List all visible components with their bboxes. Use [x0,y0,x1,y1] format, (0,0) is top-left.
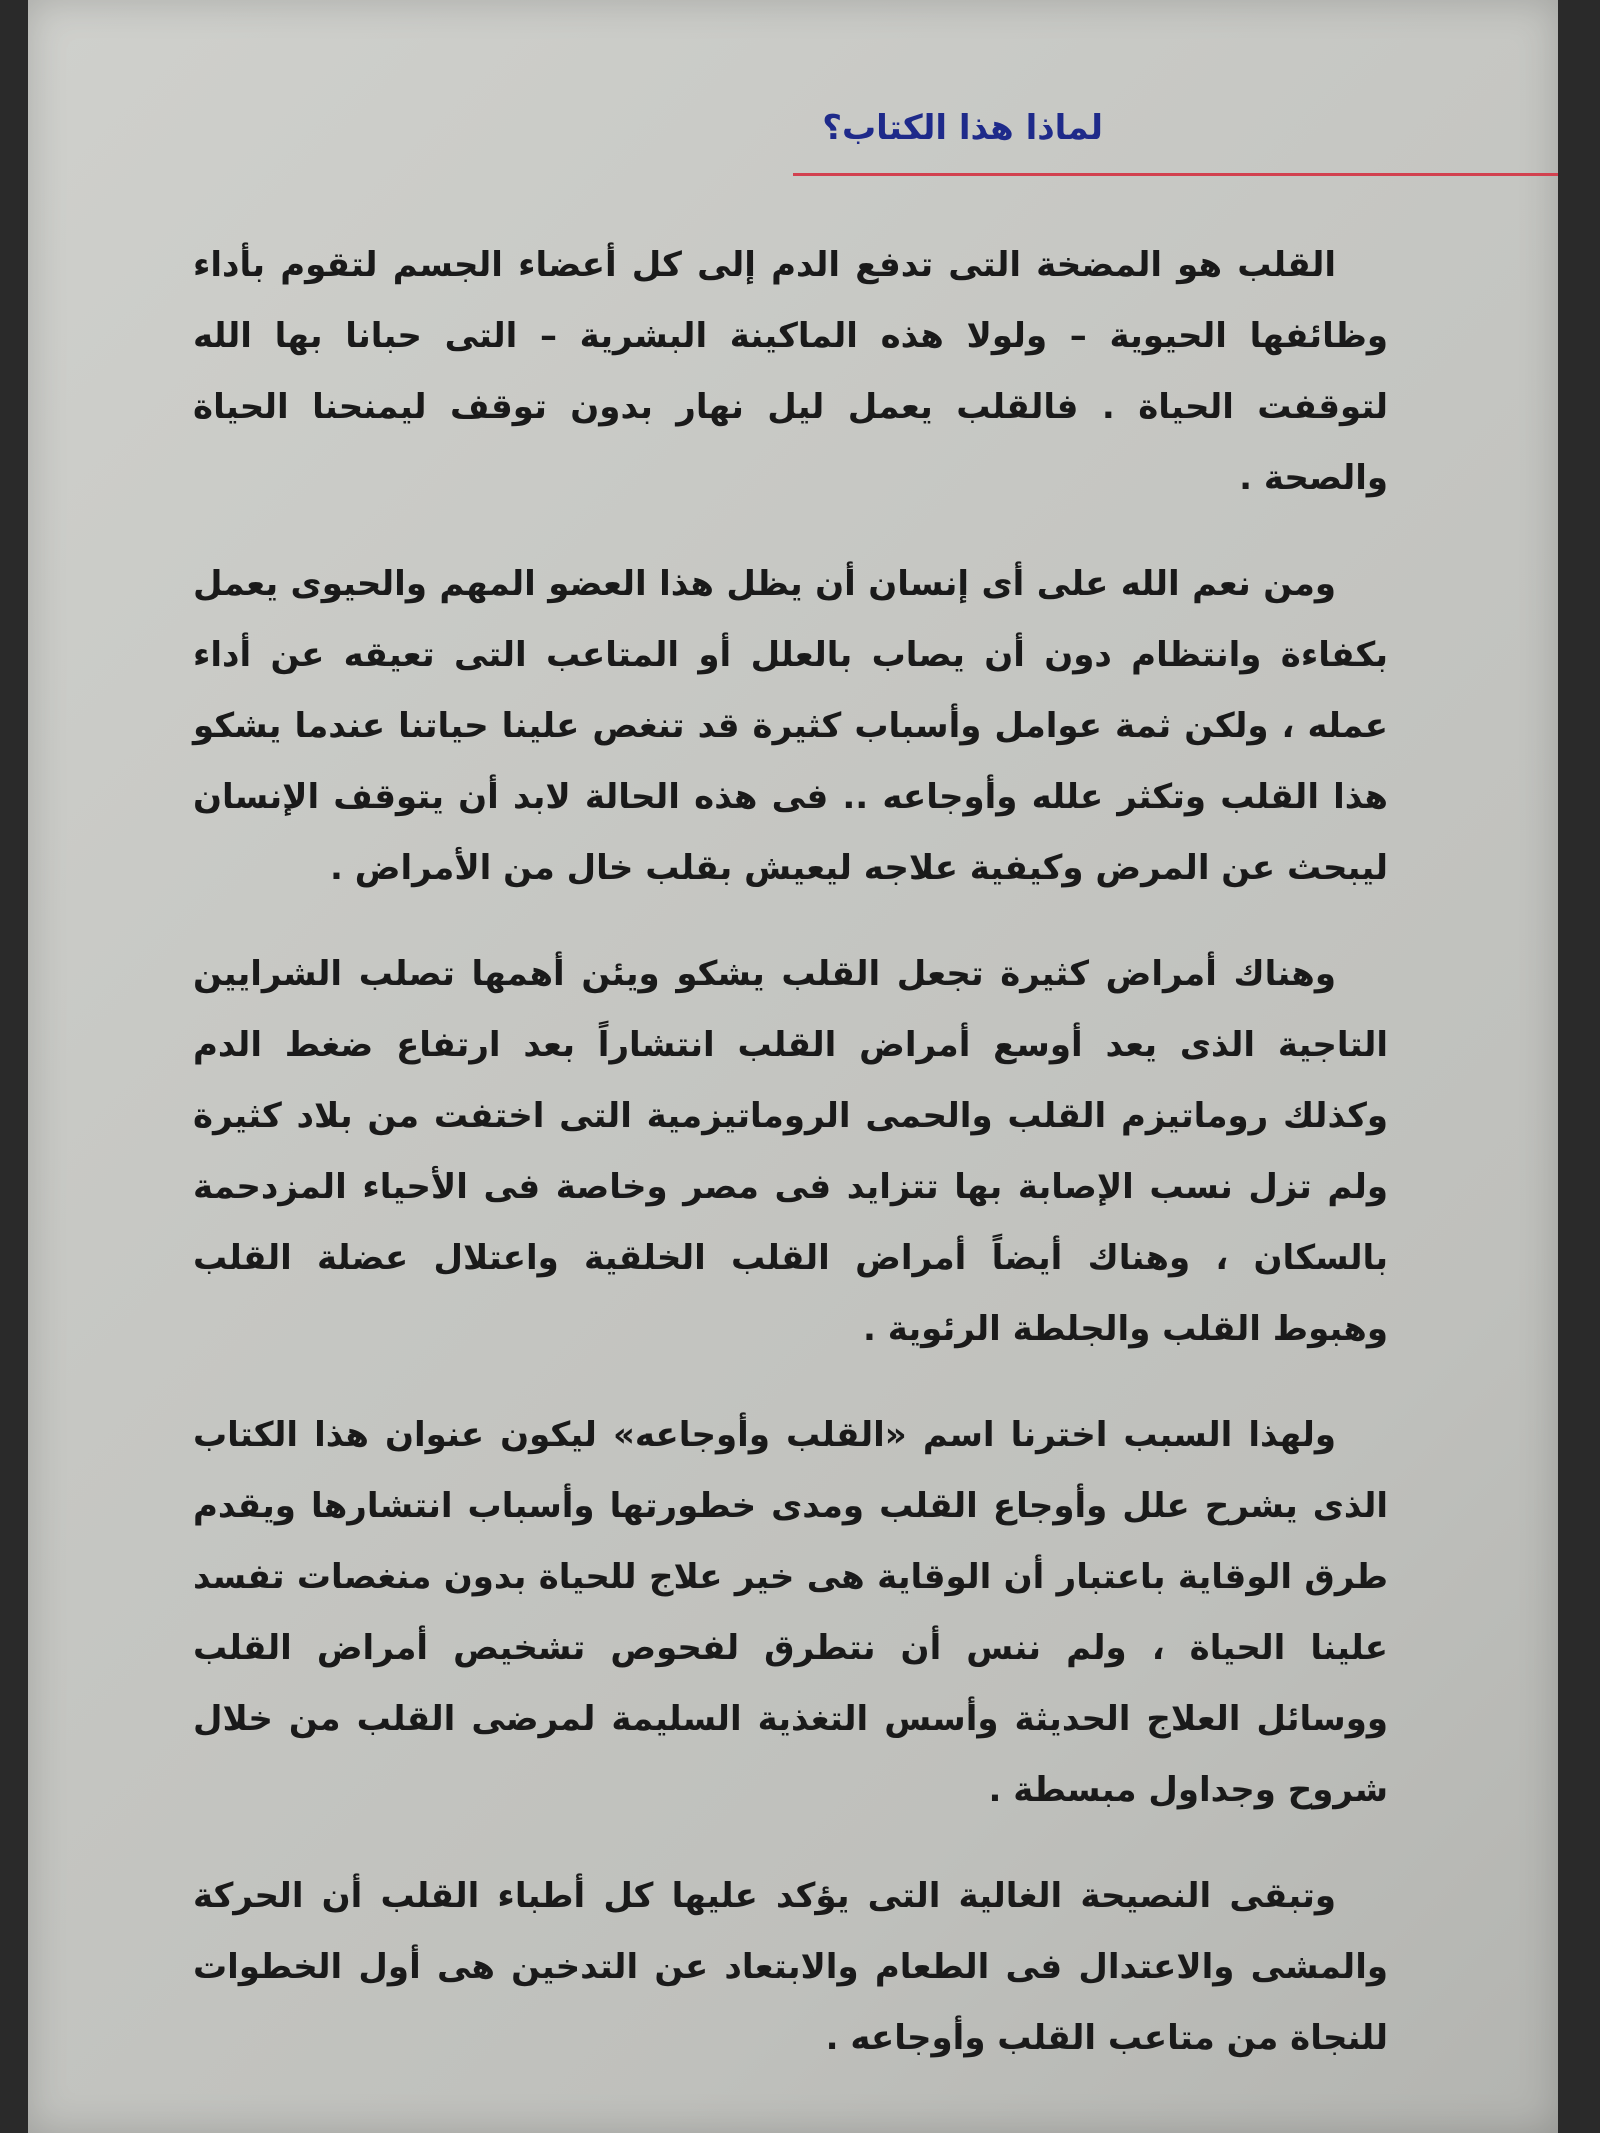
heading-underline [793,173,1558,176]
page-heading: لماذا هذا الكتاب؟ [822,108,1103,148]
paragraph: وتبقى النصيحة الغالية التى يؤكد عليها كل أطباء القلب أن الحركة والمشى والاعتدال فى الطعام والابتعاد عن التدخين هى أول الخطوات للنجاة من متاعب القلب وأوجاعه . [193,1876,1388,2058]
paragraph: وهناك أمراض كثيرة تجعل القلب يشكو ويئن أهمها تصلب الشرايين التاجية الذى يعد أوسع أمراض القلب انتشاراً بعد ارتفاع ضغط الدم وكذلك روماتيزم القلب والحمى الروماتيزمية التى اختفت من بلاد كثيرة ولم تزل نسب الإصابة بها تتزايد فى مصر وخاصة فى الأحياء المزدحمة بالسكان ، وهناك أيضاً أمراض القلب الخلقية واعتلال عضلة القلب وهبوط القلب والجلطة الرئوية . [193,954,1388,1349]
book-page [28,0,1558,2133]
paragraph: ولهذا السبب اخترنا اسم «القلب وأوجاعه» ليكون عنوان هذا الكتاب الذى يشرح علل وأوجاع القلب ومدى خطورتها وأسباب انتشارها ويقدم طرق الوقاية باعتبار أن الوقاية هى خير علاج للحياة بدون منغصات تفسد علينا الحياة ، ولم ننس أن نتطرق لفحوص تشخيص أمراض القلب ووسائل العلاج الحديثة وأسس التغذية السليمة لمرضى القلب من خلال شروح وجداول مبسطة . [193,1415,1388,1810]
body-text [193,230,1388,2109]
paragraph: القلب هو المضخة التى تدفع الدم إلى كل أعضاء الجسم لتقوم بأداء وظائفها الحيوية – ولولا هذه الماكينة البشرية – التى حبانا بها الله لتوقفت الحياة . فالقلب يعمل ليل نهار بدون توقف ليمنحنا الحياة والصحة . [193,245,1388,498]
paragraph: ومن نعم الله على أى إنسان أن يظل هذا العضو المهم والحيوى يعمل بكفاءة وانتظام دون أن يصاب بالعلل أو المتاعب التى تعيقه عن أداء عمله ، ولكن ثمة عوامل وأسباب كثيرة قد تنغص علينا حياتنا عندما يشكو هذا القلب وتكثر علله وأوجاعه .. فى هذه الحالة لابد أن يتوقف الإنسان ليبحث عن المرض وكيفية علاجه ليعيش بقلب خال من الأمراض . [193,564,1388,888]
